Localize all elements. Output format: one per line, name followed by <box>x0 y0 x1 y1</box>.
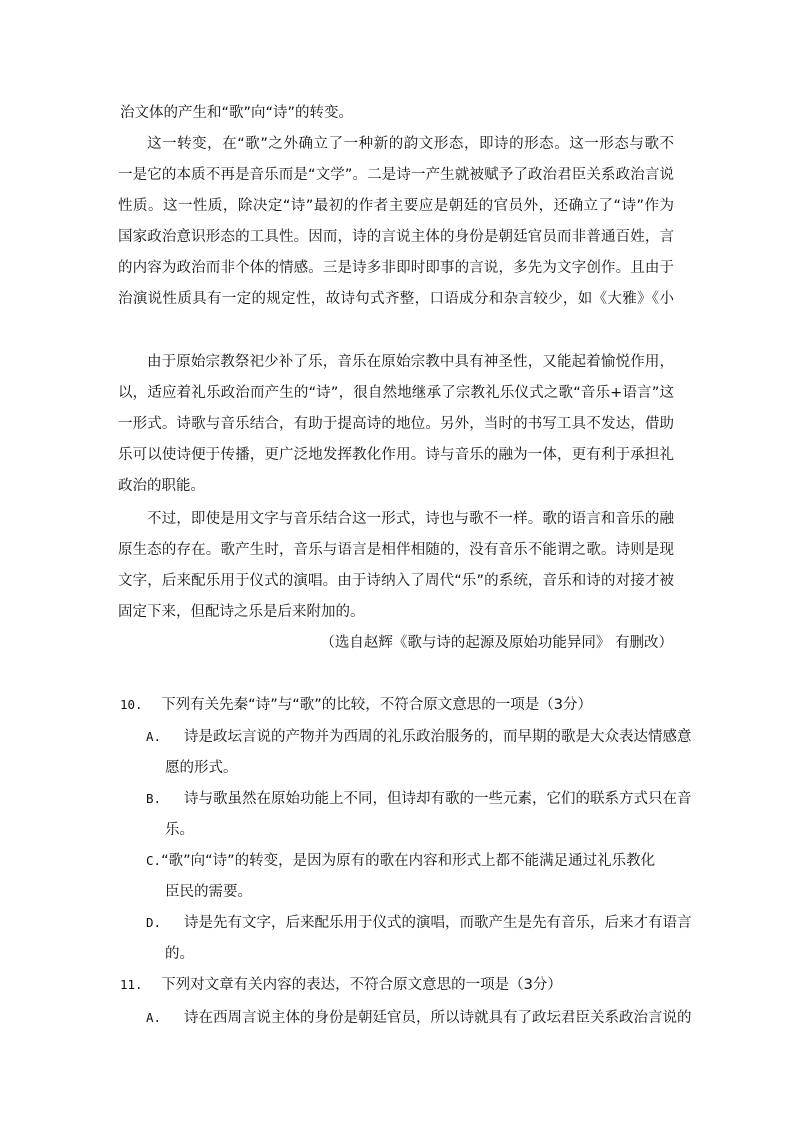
option-a-line1: 诗是政坛言说的产物并为西周的礼乐政治服务的，而早期的歌是大众表达情感意 <box>184 729 692 745</box>
question-11-stem <box>120 975 562 995</box>
passage-line <box>147 352 674 372</box>
option-b-line1: 诗与歌虽然在原始功能上不同，但诗却有歌的一些元素，它们的联系方式只在音 <box>184 791 692 807</box>
passage-line-text: 的内容为政治而非个体的情感。三是诗多非即时即事的言说，多先为文字创作。且由于 <box>118 260 674 276</box>
option-c-line2: 臣民的需要。 <box>165 884 252 900</box>
passage-line <box>118 289 674 309</box>
option-text: “歌”向“诗”的转变，是因为原有的歌在内容和形式上都不能满足通过礼乐教化 <box>161 853 656 869</box>
passage-line: 固定下来，但配诗之乐是后来附加的。 <box>118 604 365 620</box>
passage-line-text: 以，适应着礼乐政治而产生的“诗”，很自然地继承了宗教礼乐仪式之歌“音乐+语言”这 <box>118 385 674 401</box>
passage-line <box>118 196 674 216</box>
passage-line <box>118 383 674 403</box>
passage-line: 政治的职能。 <box>118 478 205 494</box>
passage-line-text: 治演说性质具有一定的规定性，故诗句式齐整，口语成分和杂言较少，如《大雅》《小 <box>118 291 674 307</box>
passage-line-text: 国家政治意识形态的工具性。因而，诗的言说主体的身份是朝廷官员而非普通百姓，言 <box>118 229 674 245</box>
passage-line-text: 原生态的存在。歌产生时，音乐与语言是相伴相随的，没有音乐不能谓之歌。诗则是现 <box>118 542 674 558</box>
option-letter: B. <box>146 791 162 806</box>
question-number: 10. <box>120 697 143 712</box>
option-d-line1: 诗是先有文字，后来配乐用于仪式的演唱，而歌产生是先有音乐，后来才有语言 <box>184 915 692 931</box>
question-text: 下列对文章有关内容的表达，不符合原文意思的一项是（3分） <box>161 977 562 993</box>
passage-line: 治文体的产生和“歌”向“诗”的转变。 <box>120 105 354 121</box>
option-letter: D. <box>146 915 162 930</box>
passage-line <box>118 227 674 247</box>
passage-line <box>118 445 674 465</box>
passage-line-text: 这一转变，在“歌”之外确立了一种新的韵文形态，即诗的形态。这一形态与歌不 <box>147 136 674 152</box>
passage-line-text: 不过，即使是用文字与音乐结合这一形式，诗也与歌不一样。歌的语言和音乐的融 <box>147 511 674 527</box>
passage-line <box>118 571 674 591</box>
passage-line <box>118 414 674 434</box>
passage-line <box>147 134 674 154</box>
passage-line <box>147 509 674 529</box>
passage-line-text: 一形式。诗歌与音乐结合，有助于提高诗的地位。另外，当时的书写工具不发达，借助 <box>118 416 674 432</box>
passage-source: （选自赵辉《歌与诗的起源及原始功能异同》 有删改） <box>320 635 673 651</box>
passage-line <box>118 540 674 560</box>
passage-line <box>118 258 674 278</box>
option-letter: C. <box>146 853 162 868</box>
option-letter: A. <box>146 729 162 744</box>
passage-line <box>118 165 674 185</box>
option-d-line2: 的。 <box>165 946 194 962</box>
question-text: 下列有关先秦“诗”与“歌”的比较，不符合原文意思的一项是（3分） <box>161 697 592 713</box>
passage-line-text: 文字，后来配乐用于仪式的演唱。由于诗纳入了周代“乐”的系统，音乐和诗的对接才被 <box>118 573 674 589</box>
passage-line-text: 一是它的本质不再是音乐而是“文学”。二是诗一产生就被赋予了政治君臣关系政治言说 <box>118 167 674 183</box>
option-letter: A. <box>146 1010 162 1025</box>
option-c-line1 <box>146 851 655 871</box>
question-number: 11. <box>120 977 143 992</box>
option-b-line2: 乐。 <box>165 822 194 838</box>
question-10-stem <box>120 695 592 715</box>
passage-line-text: 由于原始宗教祭祀少补了乐，音乐在原始宗教中具有神圣性，又能起着愉悦作用， <box>147 354 674 370</box>
option-a-line2: 愿的形式。 <box>165 760 238 776</box>
passage-line-text: 性质。这一性质，除决定“诗”最初的作者主要应是朝廷的官员外，还确立了“诗”作为 <box>118 198 674 214</box>
option-a-line1: 诗在西周言说主体的身份是朝廷官员，所以诗就具有了政坛君臣关系政治言说的 <box>184 1010 692 1026</box>
passage-line-text: 乐可以使诗便于传播，更广泛地发挥教化作用。诗与音乐的融为一体，更有利于承担礼 <box>118 447 674 463</box>
